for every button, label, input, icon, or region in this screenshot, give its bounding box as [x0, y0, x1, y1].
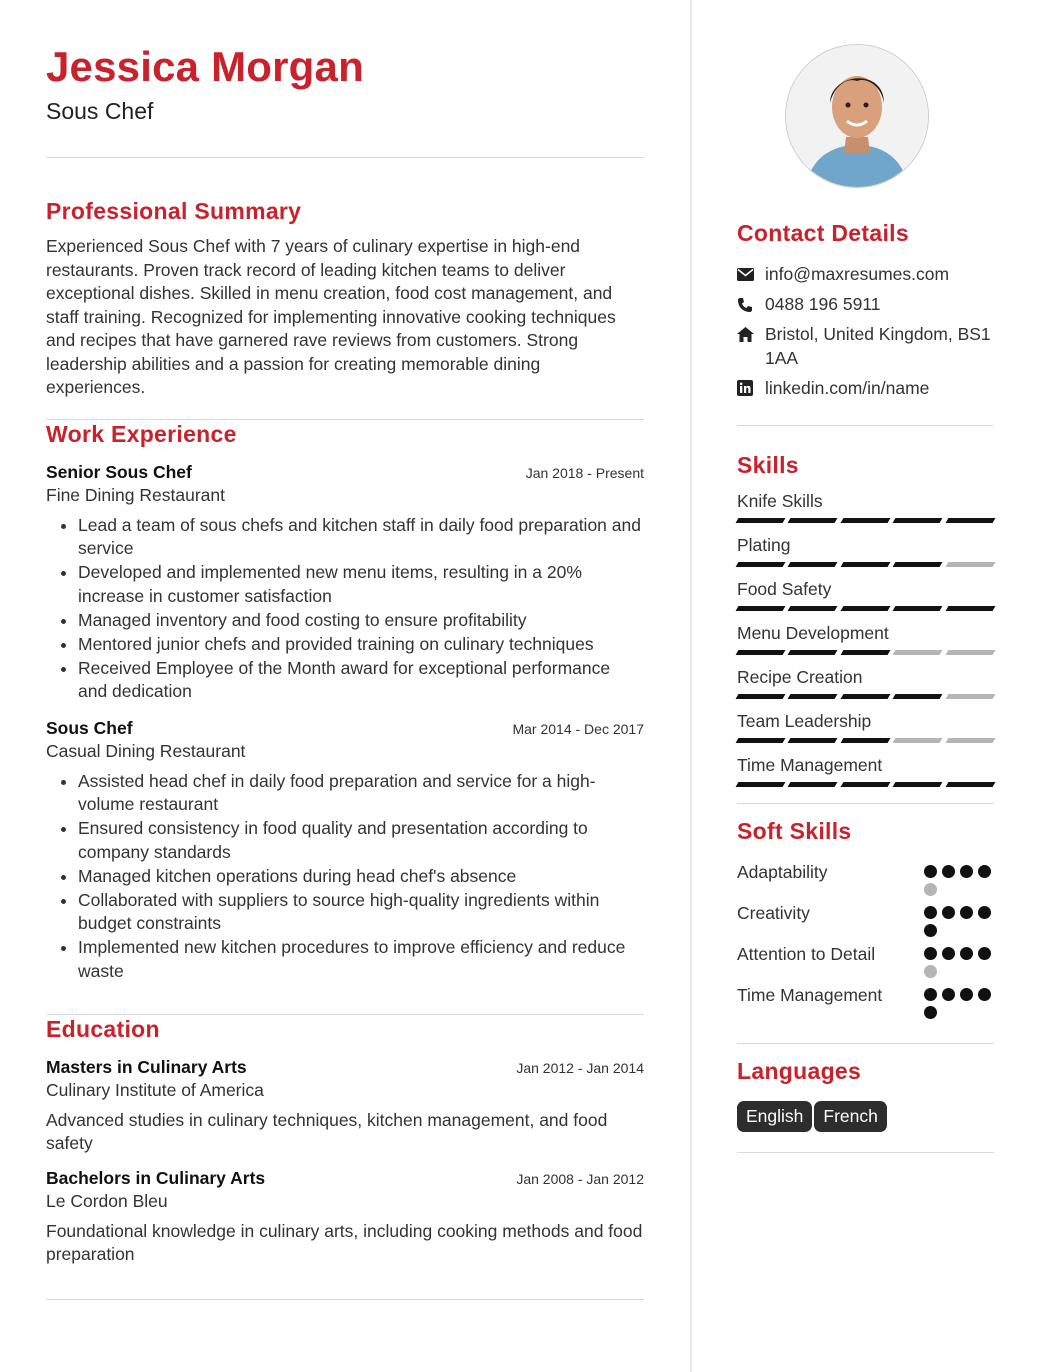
skill-level-segment	[788, 518, 838, 523]
skill-item	[737, 623, 994, 655]
skill-level-segment	[945, 650, 995, 655]
envelope-icon	[737, 263, 765, 286]
list-item: • Developed and implemented new menu items, resulting in a 20% increase in customer satisfaction	[78, 561, 644, 608]
languages-heading: Languages	[737, 1057, 862, 1084]
job-company: Fine Dining Restaurant	[46, 484, 225, 505]
skills-heading: Skills	[737, 451, 799, 478]
list-item: • Implemented new kitchen procedures to improve efficiency and reduce waste	[78, 936, 644, 983]
soft-skill-item	[737, 861, 994, 896]
main-column	[46, 40, 644, 1300]
education-description: Foundational knowledge in culinary arts, including cooking methods and food preparation	[46, 1220, 643, 1264]
skill-label: Time Management	[737, 754, 883, 775]
list-item: • Ensured consistency in food quality and presentation according to company standards	[78, 817, 644, 864]
contact-address	[737, 323, 994, 370]
rating-dot	[978, 988, 991, 1001]
skill-level-segment	[788, 562, 838, 567]
job-date: Jan 2018 - Present	[525, 464, 644, 481]
skill-level-bar	[737, 694, 994, 699]
rating-dot	[960, 865, 973, 878]
skill-level-segment	[893, 782, 943, 787]
rating-dot	[978, 947, 991, 960]
job-date: Mar 2014 - Dec 2017	[512, 720, 644, 737]
skill-level-bar	[737, 782, 994, 787]
soft-skills-heading: Soft Skills	[737, 817, 852, 844]
degree-title: Bachelors in Culinary Arts	[46, 1167, 266, 1188]
skill-level-bar	[737, 562, 994, 567]
soft-skill-label: Adaptability	[737, 861, 828, 882]
skill-level-segment	[788, 782, 838, 787]
rating-dot	[978, 906, 991, 919]
job-bullets	[46, 514, 644, 704]
skill-level-segment	[893, 650, 943, 655]
skill-item	[737, 535, 994, 567]
skill-level-segment	[893, 694, 943, 699]
education-description: Advanced studies in culinary techniques, kitchen management, and food safety	[46, 1109, 608, 1153]
rating-dot	[978, 865, 991, 878]
list-item: • Managed inventory and food costing to ensure profitability	[78, 609, 644, 633]
list-item: • Mentored junior chefs and provided training on culinary techniques	[78, 633, 644, 657]
skill-level-bar	[737, 606, 994, 611]
skill-item	[737, 667, 994, 699]
job-title: Sous Chef	[46, 717, 133, 738]
skill-level-segment	[736, 738, 786, 743]
rating-dot	[924, 988, 937, 1001]
candidate-name: Jessica Morgan	[46, 43, 364, 90]
candidate-title: Sous Chef	[46, 98, 154, 124]
degree-title: Masters in Culinary Arts	[46, 1056, 247, 1077]
soft-skill-item	[737, 902, 994, 937]
skill-level-segment	[840, 606, 890, 611]
skill-label: Recipe Creation	[737, 666, 863, 687]
phone-text: 0488 196 5911	[765, 294, 881, 314]
skill-level-segment	[840, 738, 890, 743]
skill-level-segment	[840, 694, 890, 699]
skill-level-segment	[945, 694, 995, 699]
rating-dot	[942, 947, 955, 960]
linkedin-icon	[737, 377, 765, 400]
skill-level-segment	[945, 738, 995, 743]
skill-label: Team Leadership	[737, 710, 872, 731]
rating-dot	[960, 947, 973, 960]
linkedin-text[interactable]: linkedin.com/in/name	[765, 377, 930, 398]
languages-list	[737, 1101, 994, 1132]
list-item: • Managed kitchen operations during head chef's absence	[78, 865, 644, 889]
skill-level-segment	[736, 562, 786, 567]
sidebar-column	[737, 44, 994, 1153]
soft-skill-item	[737, 943, 994, 978]
home-icon	[737, 323, 765, 346]
phone-icon	[737, 293, 765, 316]
profile-photo	[785, 44, 929, 188]
language-badge: English	[737, 1101, 812, 1132]
list-item: • Assisted head chef in daily food preparation and service for a high-volume restaurant	[78, 770, 644, 817]
soft-skill-rating	[924, 943, 994, 978]
skill-level-segment	[840, 562, 890, 567]
skill-level-segment	[945, 782, 995, 787]
education-entry	[46, 1168, 644, 1267]
skill-level-segment	[840, 782, 890, 787]
school-name: Le Cordon Bleu	[46, 1190, 168, 1211]
contact-linkedin	[737, 377, 994, 401]
skill-label: Menu Development	[737, 622, 889, 643]
skill-item	[737, 755, 994, 787]
rating-dot	[924, 865, 937, 878]
skill-level-segment	[736, 606, 786, 611]
contact-email	[737, 263, 994, 287]
skill-level-segment	[788, 606, 838, 611]
languages-divider	[737, 1152, 994, 1153]
contact-heading: Contact Details	[737, 220, 909, 246]
skill-item	[737, 491, 994, 523]
soft-skill-rating	[924, 902, 994, 937]
skill-level-segment	[893, 518, 943, 523]
job-bullets	[46, 770, 644, 984]
experience-heading: Work Experience	[46, 420, 237, 447]
rating-dot	[924, 965, 937, 978]
soft-skill-label: Creativity	[737, 902, 810, 923]
address-text: Bristol, United Kingdom, BS1 1AA	[765, 324, 991, 368]
skill-level-segment	[945, 606, 995, 611]
skill-label: Knife Skills	[737, 490, 823, 511]
list-item: • Received Employee of the Month award for exceptional performance and dedication	[78, 657, 644, 704]
soft-skill-label: Time Management	[737, 984, 883, 1005]
job-entry	[46, 462, 644, 704]
education-heading: Education	[46, 1015, 160, 1042]
soft-skill-label: Attention to Detail	[737, 943, 876, 964]
summary-heading: Professional Summary	[46, 198, 302, 224]
skill-level-segment	[736, 518, 786, 523]
soft-skills-list	[737, 861, 994, 1019]
rating-dot	[924, 906, 937, 919]
skill-label: Food Safety	[737, 578, 832, 599]
language-badge: French	[814, 1101, 886, 1132]
rating-dot	[924, 883, 937, 896]
soft-skill-rating	[924, 984, 994, 1019]
skill-level-bar	[737, 738, 994, 743]
email-text[interactable]: info@maxresumes.com	[765, 264, 950, 284]
soft-skill-rating	[924, 861, 994, 896]
job-company: Casual Dining Restaurant	[46, 740, 246, 761]
skill-level-segment	[788, 738, 838, 743]
list-item: • Collaborated with suppliers to source high-quality ingredients within budget constraints	[78, 889, 644, 936]
skill-level-segment	[736, 694, 786, 699]
skill-level-bar	[737, 650, 994, 655]
rating-dot	[924, 1006, 937, 1019]
school-name: Culinary Institute of America	[46, 1079, 264, 1100]
column-divider	[690, 0, 692, 1372]
skill-level-segment	[945, 562, 995, 567]
skill-level-segment	[788, 650, 838, 655]
skill-level-segment	[840, 518, 890, 523]
rating-dot	[924, 947, 937, 960]
soft-skill-item	[737, 984, 994, 1019]
job-entry	[46, 718, 644, 984]
skill-level-segment	[893, 562, 943, 567]
skill-level-segment	[893, 606, 943, 611]
skill-item	[737, 711, 994, 743]
summary-text: Experienced Sous Chef with 7 years of culinary expertise in high-end restaurants. Proven track record of leading kitchen teams to deliver exceptional dishes. Skilled in menu creation, food cost management, and staff training. Recognized for implementing innovative cooking techniques and recipes that have garnered rave reviews from customers. Strong leadership abilities and a passion for creating memorable dining experiences.	[46, 236, 616, 397]
rating-dot	[942, 906, 955, 919]
education-divider	[46, 1299, 644, 1300]
skill-level-bar	[737, 518, 994, 523]
skill-item	[737, 579, 994, 611]
job-title: Senior Sous Chef	[46, 461, 192, 482]
skill-level-segment	[736, 650, 786, 655]
skills-list	[737, 491, 994, 787]
skill-level-segment	[788, 694, 838, 699]
education-date: Jan 2012 - Jan 2014	[516, 1059, 644, 1076]
rating-dot	[942, 988, 955, 1001]
skill-level-segment	[736, 782, 786, 787]
education-date: Jan 2008 - Jan 2012	[516, 1170, 644, 1187]
rating-dot	[960, 906, 973, 919]
education-entry	[46, 1057, 644, 1156]
rating-dot	[924, 924, 937, 937]
skill-level-segment	[893, 738, 943, 743]
contact-phone	[737, 293, 994, 317]
skill-level-segment	[945, 518, 995, 523]
rating-dot	[960, 988, 973, 1001]
skill-level-segment	[840, 650, 890, 655]
rating-dot	[942, 865, 955, 878]
skill-label: Plating	[737, 534, 791, 555]
list-item: • Lead a team of sous chefs and kitchen staff in daily food preparation and service	[78, 514, 644, 561]
